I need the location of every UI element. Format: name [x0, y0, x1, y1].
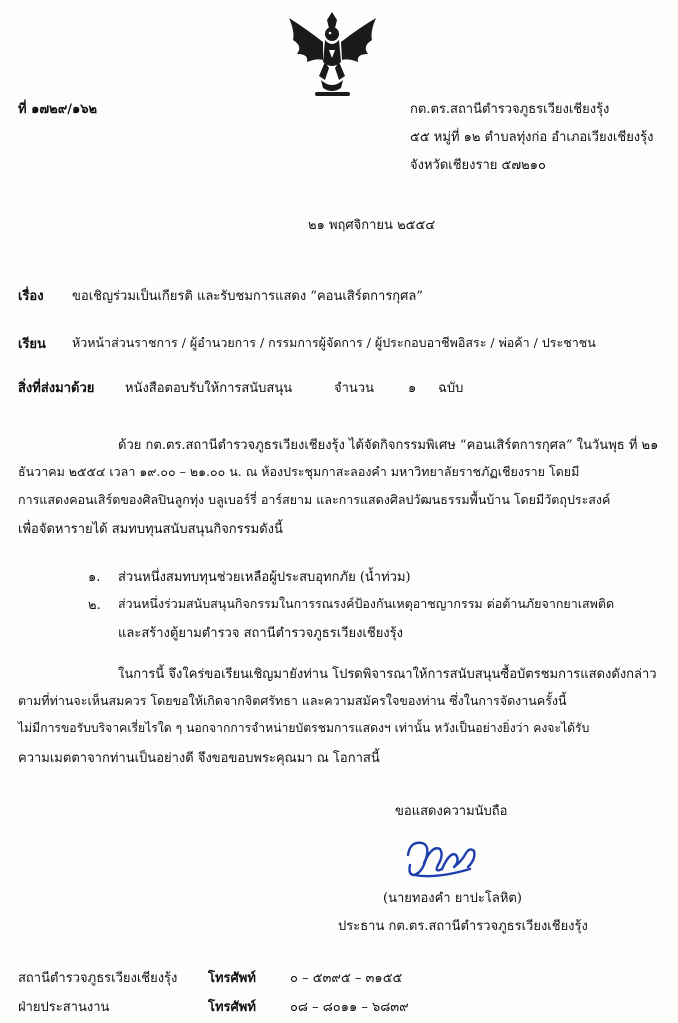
org-province: จังหวัดเชียงราย ๕๗๒๑๐	[410, 158, 546, 173]
paragraph1-line: เพื่อจัดหารายได้ สมทบทุนสนับสนุนกิจกรรมดังนี้	[18, 522, 283, 537]
enclosure-qty: ๑	[408, 381, 417, 396]
paragraph2-line: ไม่มีการขอรับบริจาคเรี่ยไรใด ๆ นอกจากการจำหน่ายบัตรชมการแสดงฯ เท่านั้น หวังเป็นอย่างยิ่งว่า คงจะได้รับ	[18, 721, 590, 735]
footer-phone: ๐ – ๕๓๙๕ – ๓๑๕๕	[290, 971, 403, 986]
list-item-number: ๒.	[88, 598, 101, 613]
subject-text: ขอเชิญร่วมเป็นเกียรติ และรับชมการแสดง “คอนเสิร์ตการกุศล”	[72, 289, 424, 304]
paragraph1-line: ธันวาคม ๒๕๕๔ เวลา ๑๙.๐๐ – ๒๑.๐๐ น. ณ ห้องประชุมกาสะลองคำ มหาวิทยาลัยราชภัฏเชียงราย โดยมี	[18, 464, 580, 479]
enclosure-label: สิ่งที่ส่งมาด้วย	[18, 381, 95, 396]
list-item-text: ส่วนหนึ่งสมทบทุนช่วยเหลือผู้ประสบอุทกภัย (น้ำท่วม)	[118, 570, 411, 585]
list-item-text: ส่วนหนึ่งร่วมสนับสนุนกิจกรรมในการรณรงค์ป้องกันเหตุอาชญากรรม ต่อต้านภัยจากยาเสพติด	[118, 596, 615, 611]
paragraph2-line: ในการนี้ จึงใคร่ขอเรียนเชิญมายังท่าน โปรดพิจารณาให้การสนับสนุนซื้อบัตรชมการแสดงดังกล่าว	[118, 667, 657, 682]
paragraph1-line: ด้วย กต.ตร.สถานีตำรวจภูธรเวียงเชียงรุ้ง ได้จัดกิจกรรมพิเศษ “คอนเสิร์ตการกุศล” ในวันพุธ ที่ ๒๑	[118, 438, 659, 453]
document-number: ที่ ๑๗๒๙/๑๖๒	[18, 102, 98, 117]
signatory-name: (นายทองคำ ยาปะโลหิต)	[383, 891, 522, 906]
subject-label: เรื่อง	[18, 289, 44, 304]
footer-phone-label: โทรศัพท์	[208, 971, 256, 986]
closing-regards: ขอแสดงความนับถือ	[395, 804, 508, 819]
garuda-emblem-icon	[285, 10, 380, 100]
paragraph2-line: ตามที่ท่านจะเห็นสมควร โดยขอให้เกิดจากจิตศรัทธา และความสมัครใจของท่าน ซึ่งในการจัดงานครั้งนี้	[18, 693, 567, 708]
signature-icon	[400, 835, 480, 887]
paragraph1-line: การแสดงคอนเสิร์ตของศิลปินลูกทุ่ง บลูเบอร์รี่ อาร์สยาม และการแสดงศิลปวัฒนธรรมพื้นบ้าน โดยมีวัตถุประสงค์	[18, 492, 611, 507]
list-item-text: และสร้างตู้ยามตำรวจ สถานีตำรวจภูธรเวียงเชียงรุ้ง	[118, 626, 403, 641]
signatory-position: ประธาน กต.ตร.สถานีตำรวจภูธรเวียงเชียงรุ้ง	[338, 919, 588, 934]
org-address: ๕๕ หมู่ที่ ๑๒ ตำบลทุ่งก่อ อำเภอเวียงเชียงรุ้ง	[410, 130, 654, 145]
footer-phone: ๐๘ – ๘๐๑๑ – ๖๘๓๙	[290, 1000, 409, 1015]
list-item-number: ๑.	[88, 570, 101, 585]
enclosure-qty-label: จำนวน	[334, 381, 374, 396]
enclosure-unit: ฉบับ	[438, 381, 464, 396]
enclosure-text: หนังสือตอบรับให้การสนับสนุน	[125, 381, 293, 396]
recipient-text: หัวหน้าส่วนราชการ / ผู้อำนวยการ / กรรมการผู้จัดการ / ผู้ประกอบอาชีพอิสระ / พ่อค้า / ประชาชน	[72, 335, 596, 350]
footer-phone-label: โทรศัพท์	[208, 1000, 256, 1015]
footer-org: ฝ่ายประสานงาน	[18, 1000, 110, 1015]
footer-org: สถานีตำรวจภูธรเวียงเชียงรุ้ง	[18, 971, 178, 986]
recipient-label: เรียน	[18, 337, 46, 352]
org-name: กต.ตร.สถานีตำรวจภูธรเวียงเชียงรุ้ง	[410, 102, 610, 117]
document-date: ๒๑ พฤศจิกายน ๒๕๕๔	[308, 218, 436, 233]
paragraph2-line: ความเมตตาจากท่านเป็นอย่างดี จึงขอขอบพระคุณมา ณ โอกาสนี้	[18, 751, 380, 766]
